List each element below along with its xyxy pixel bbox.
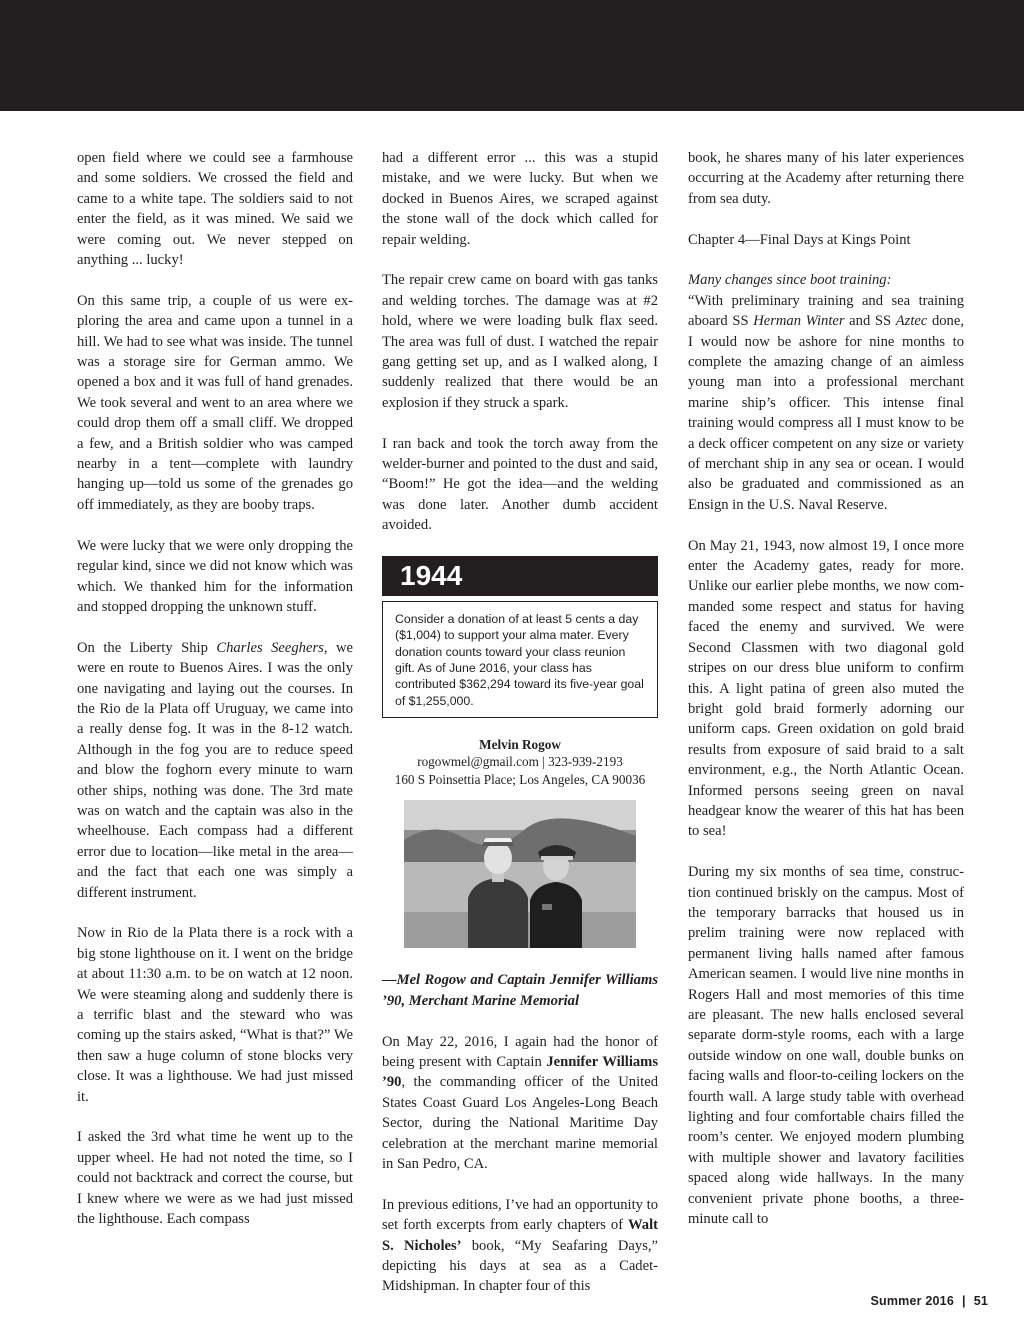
- class-year-heading: 1944: [382, 556, 658, 596]
- column-1: [77, 148, 353, 1229]
- contact-name: Melvin Rogow: [479, 736, 561, 752]
- paragraph: [382, 1032, 658, 1175]
- contact-address: 160 S Poinsettia Place; Los Angeles, CA 90036: [394, 771, 646, 787]
- page-number: 51: [973, 1294, 988, 1308]
- page-footer: [870, 1294, 988, 1308]
- paragraph: I ran back and took the torch away from the welder-burner and pointed to the dust and said, “Boom!” He got the idea—and the welding was done later. Another dumb accident avoided.: [382, 435, 658, 534]
- text-run: book, “My Seafaring Days,” depicting his days at sea as a Cadet-Midshipman. In chapter four of this: [382, 1237, 658, 1295]
- column-3: [688, 148, 964, 1229]
- text-run: , we were en route to Buenos Aires. I was the only one navigating and laying out the courses. In the Rio de la Plata off Uruguay, we came into a really dense fog. It was in the 8-12 watch. Although in the fog you are to reduce speed and blow the foghorn every minute to warn other ships, nothing was done. The 3rd mate was on watch and the captain was also in the wheelhouse. Each compass had a different error due to location—like metal in the area—and the fact that each one was simply a different instrument.: [77, 639, 353, 901]
- text-run: In previous editions, I’ve had an opportunity to set forth excerpts from early chapters of: [382, 1196, 658, 1234]
- paragraph: The repair crew came on board with gas tanks and welding torches. The damage was at #2 hold, where we were loading bulk flax seed. The area was full of dust. I watched the repair gang getting set up, and as I walked along, I suddenly realized that there would be an explosion if they struck a spark.: [382, 272, 658, 411]
- paragraph: open field where we could see a farmhouse and some soldiers. We crossed the field and came to a white tape. The soldiers said to not enter the field, as it was mined. We said we were coming out. We never stepped on anything ... lucky!: [77, 150, 353, 269]
- ship-name: Charles Seeghers: [216, 639, 324, 656]
- footer-separator: |: [961, 1294, 966, 1308]
- class-donation-sidebar: [382, 556, 658, 718]
- class-contact: [382, 736, 658, 789]
- text-run: On the Liberty Ship: [77, 639, 217, 656]
- paragraph: We were lucky that we were only dropping the regular kind, since we did not know which was which. We thanked him for the information and stopped dropping the unknown stuff.: [77, 537, 353, 615]
- text-run: , the commanding officer of the United States Coast Guard Los Angeles-Long Beach Sector, during the National Maritime Day celebration at the merchant marine memorial in San Pedro, CA.: [382, 1074, 658, 1172]
- person-name: Jennifer Williams ’90: [382, 1053, 659, 1091]
- text-run: and SS: [844, 313, 896, 330]
- paragraph: I asked the 3rd what time he went up to the upper wheel. He had not noted the time, so I could not backtrack and correct the course, but I knew where we were as we had just missed the lighthouse. Each compass: [77, 1129, 353, 1228]
- ship-name: Aztec: [895, 313, 928, 330]
- memorial-photo: [404, 800, 636, 948]
- paragraph: On this same trip, a couple of us were exploring the area and came upon a tunnel in a hill. We had to see what was inside. The tunnel was a storage sire for German ammo. We opened a box and it was full of hand grenades. We took several and went to an area where we could drop them off a small cliff. We dropped a few, and a British soldier who was camped nearby in a tent—complete with laundry hanging up—told us some of the grenades go off immediately, as they are booby traps.: [77, 292, 353, 513]
- section-intro: Many changes since boot training:: [688, 272, 892, 289]
- text-run: done, I would now be ashore for nine months to complete the amazing change of an aimless young man into a professional merchant marine ship’s officer. This intense final training would compress all I must know to be a deck officer competent on any size or variety of merchant ship in any sea or ocean. I would also be graduated and commissioned as an Ensign in the U.S. Naval Reserve.: [688, 313, 964, 513]
- paragraph: [77, 638, 353, 903]
- paragraph: [688, 270, 964, 515]
- header-band: [0, 0, 1024, 111]
- chapter-heading: Chapter 4—Final Days at Kings Point: [688, 231, 911, 248]
- ship-name: Herman Winter: [753, 313, 845, 330]
- photo-caption: —Mel Rogow and Captain Jennifer Williams ’90, Merchant Marine Memorial: [382, 972, 658, 1009]
- person-name: Walt S. Nicholes’: [382, 1217, 658, 1254]
- contact-email-phone: rogowmel@gmail.com | 323-939-2193: [417, 754, 623, 770]
- issue-label: Summer 2016: [870, 1294, 954, 1308]
- column-2: [382, 148, 658, 1297]
- paragraph: Now in Rio de la Plata there is a rock with a big stone lighthouse on it. I went on the bridge at about 11:30 a.m. to be on watch at 12 noon. We were steaming along and suddenly there is a terrific blast and the steward who was coming up the stairs asked, “What is that?” We then saw a huge column of stone blocks very close. It was a lighthouse. We had just missed it.: [77, 925, 353, 1105]
- text-run: “With preliminary training and sea training aboard SS: [688, 292, 964, 330]
- paragraph: had a different error ... this was a stupid mistake, and we were lucky. But when we docked in Buenos Aires, we scraped against the stone wall of the dock which called for repair welding.: [382, 150, 658, 248]
- paragraph: During my six months of sea time, construction continued briskly on the campus. Most of the temporary barracks that housed us in prelim training were now replaced with permanent living halls named after famous American seamen. I would live nine months in Rogers Hall and most memories of this time are pleasant. The new halls enclosed several separate dorm-style rooms, each with a large outside window on one wall, double bunks on facing walls and floor-to-ceiling lockers on the fourth wall. A large study table with overhead lighting and four comfortable chairs filled the room’s center. We enjoyed modern plumbing with multiple shower and lavatory facilities spaced along wide hallways. In the many convenient private phone booths, a three-minute call to: [688, 864, 964, 1228]
- text-run: On May 22, 2016, I again had the honor of being present with Captain: [382, 1033, 658, 1070]
- paragraph: book, he shares many of his later experiences occurring at the Academy after returning there from sea duty.: [688, 150, 964, 207]
- paragraph: On May 21, 1943, now almost 19, I once more enter the Academy gates, ready for more. Unlike our earlier plebe months, we now commanded some respect and status for having faced the enemy and survived. We were Second Classmen with two diagonal gold stripes on our dress blue uniform to confirm this. A light patina of green also muted the bright gold braid formerly adorning our uniform caps. Green oxidation on gold braid results from exposure of said braid to a salt environment, e.g., the North Atlantic Ocean. Informed persons seeing green on naval headgear know the wearer of this hat has been to sea!: [688, 537, 964, 840]
- donation-note: Consider a donation of at least 5 cents a day ($1,004) to support your alma mater. Every donation counts toward your class reunion gift. As of June 2016, your class has contributed $362,294 toward its five-year goal of $1,255,000.: [382, 601, 658, 718]
- paragraph: [382, 1195, 658, 1297]
